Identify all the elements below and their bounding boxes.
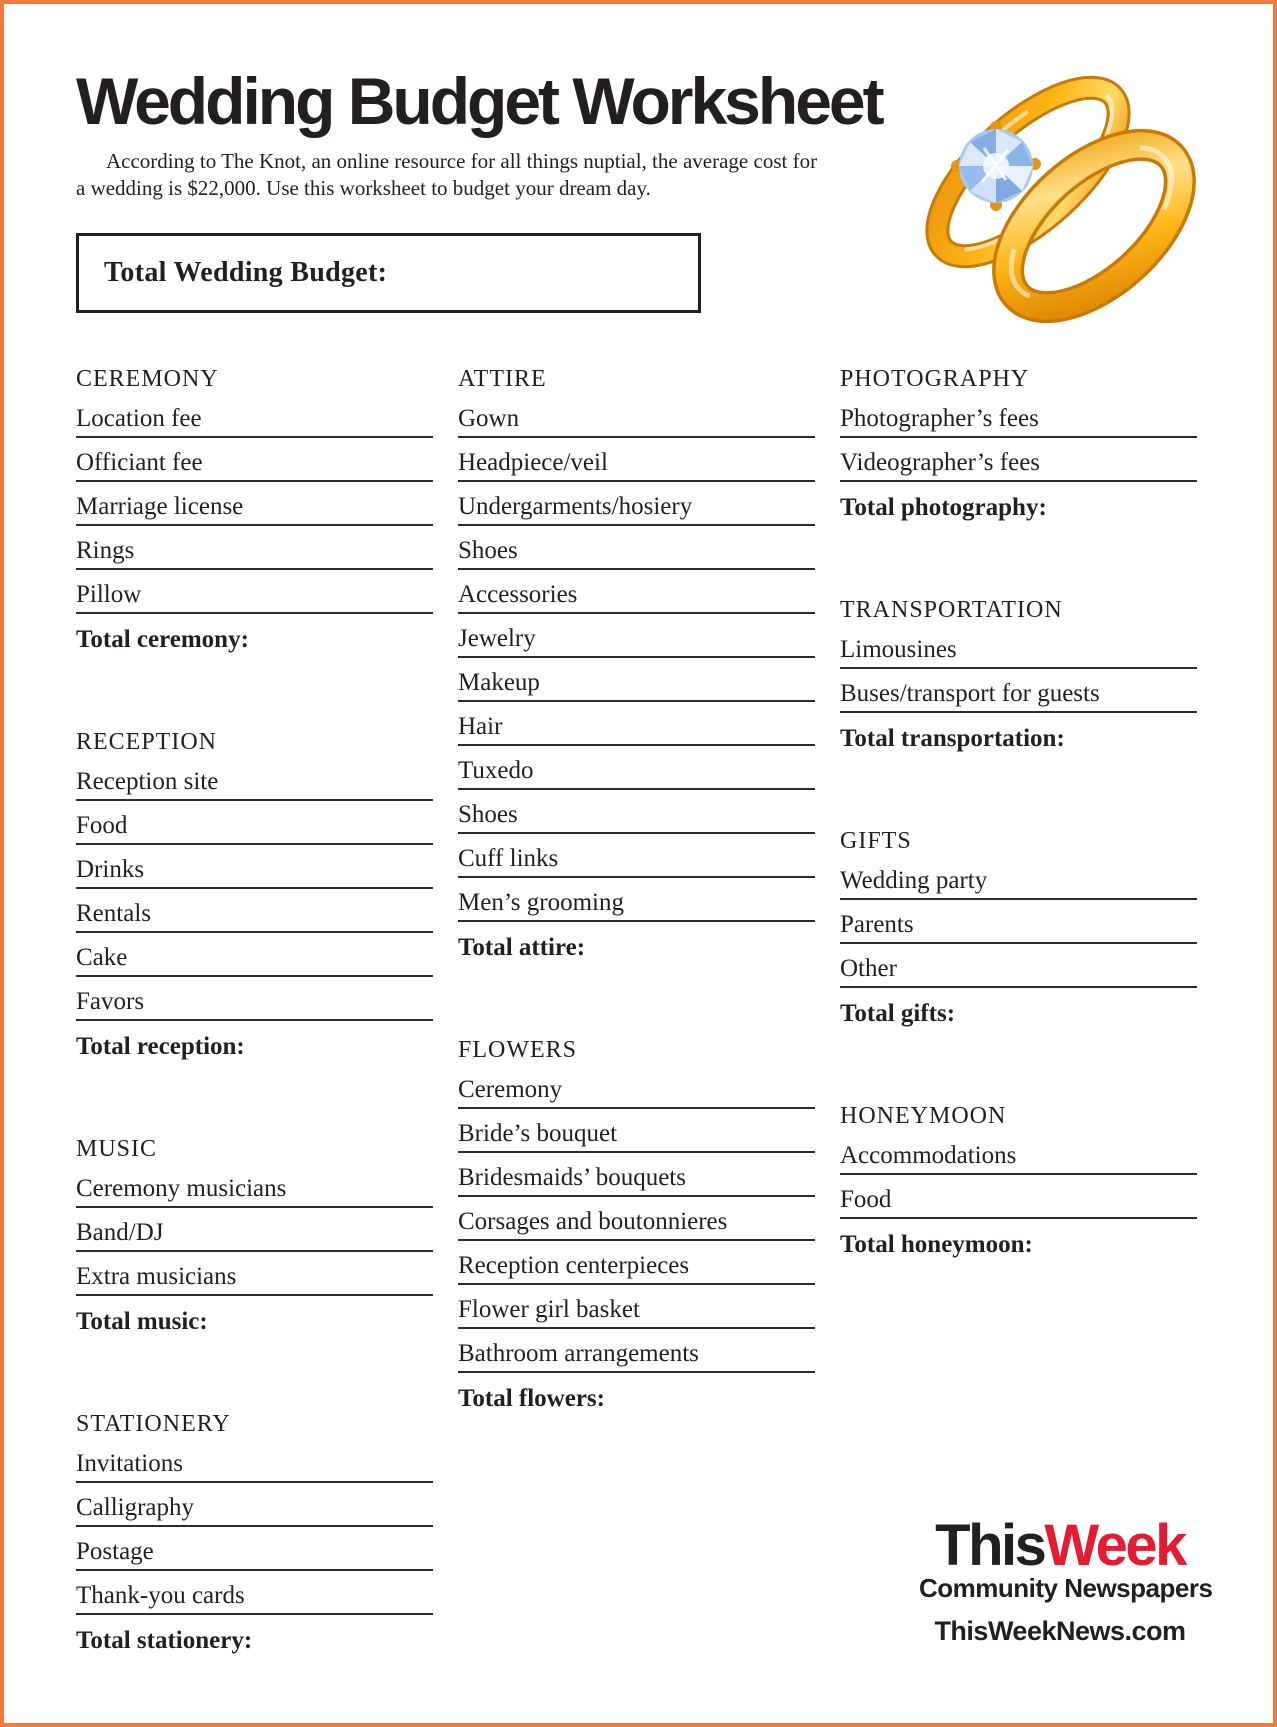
budget-line-item <box>840 625 1197 669</box>
budget-item-label: Ceremony musicians <box>76 1175 287 1202</box>
budget-line-item <box>76 438 433 482</box>
budget-item-label: Corsages and boutonnieres <box>458 1208 728 1235</box>
budget-line-item <box>76 757 433 801</box>
budget-item-label: Bathroom arrangements <box>458 1340 699 1367</box>
budget-line-item <box>840 394 1197 438</box>
section-total-label: Total attire: <box>458 934 586 961</box>
budget-item-label: Limousines <box>840 636 957 663</box>
budget-line-item <box>76 1208 433 1252</box>
section-total-label: Total reception: <box>76 1033 245 1060</box>
budget-line-item <box>76 570 433 614</box>
section-header: CEREMONY <box>76 366 219 392</box>
budget-line-item <box>76 845 433 889</box>
budget-item-label: Rings <box>76 537 135 564</box>
budget-section-honeymoon <box>840 1102 1197 1259</box>
budget-section-transportation <box>840 596 1197 753</box>
budget-line-item <box>458 1285 815 1329</box>
budget-item-label: Videographer’s fees <box>840 449 1041 476</box>
budget-section-music <box>76 1135 433 1336</box>
budget-line-item <box>458 1241 815 1285</box>
budget-item-label: Men’s grooming <box>458 889 624 916</box>
section-total-label: Total photography: <box>840 494 1047 521</box>
total-wedding-budget-label: Total Wedding Budget: <box>104 257 388 288</box>
budget-item-label: Shoes <box>458 801 518 828</box>
section-header: STATIONERY <box>76 1411 231 1437</box>
section-header: HONEYMOON <box>840 1103 1007 1129</box>
budget-item-label: Photographer’s fees <box>840 405 1039 432</box>
budget-line-item <box>840 900 1197 944</box>
budget-item-label: Food <box>76 812 128 839</box>
wedding-rings-icon <box>856 44 1201 324</box>
budget-line-item <box>76 801 433 845</box>
budget-item-label: Undergarments/hosiery <box>458 493 693 520</box>
budget-line-item <box>458 1109 815 1153</box>
logo-this-text: This <box>935 1513 1045 1578</box>
budget-line-item <box>458 1065 815 1109</box>
logo-website: ThisWeekNews.com <box>934 1616 1186 1646</box>
budget-line-item <box>458 746 815 790</box>
budget-line-item <box>458 570 815 614</box>
budget-item-label: Shoes <box>458 537 518 564</box>
budget-item-label: Reception centerpieces <box>458 1252 690 1279</box>
diamond-icon <box>959 129 1033 203</box>
budget-line-item <box>76 1483 433 1527</box>
budget-item-label: Other <box>840 955 897 982</box>
budget-line-item <box>76 1571 433 1615</box>
section-header: MUSIC <box>76 1136 158 1162</box>
section-total-label: Total ceremony: <box>76 626 249 653</box>
budget-item-label: Drinks <box>76 856 145 883</box>
budget-section-flowers <box>458 1036 815 1413</box>
budget-line-item <box>840 669 1197 713</box>
section-total-label: Total transportation: <box>840 725 1065 752</box>
budget-line-item <box>458 790 815 834</box>
budget-item-label: Ceremony <box>458 1076 563 1103</box>
budget-section-gifts <box>840 827 1197 1028</box>
intro-text: According to The Knot, an online resource for all things nuptial, the average cost for a wedding is $22,000. Use this worksheet to budget your dream day. <box>76 149 818 200</box>
budget-line-item <box>458 702 815 746</box>
budget-line-item <box>458 614 815 658</box>
budget-line-item <box>458 1329 815 1373</box>
budget-item-label: Extra musicians <box>76 1263 237 1290</box>
section-header: ATTIRE <box>458 366 547 392</box>
budget-line-item <box>458 438 815 482</box>
budget-line-item <box>458 1153 815 1197</box>
budget-line-item <box>840 1175 1197 1219</box>
budget-line-item <box>76 1439 433 1483</box>
page-title: Wedding Budget Worksheet <box>76 64 882 138</box>
budget-line-item <box>458 394 815 438</box>
budget-item-label: Food <box>840 1186 892 1213</box>
budget-item-label: Thank-you cards <box>76 1582 245 1609</box>
budget-item-label: Accommodations <box>840 1142 1017 1169</box>
thisweek-logo <box>919 1513 1213 1646</box>
budget-section-reception <box>76 728 433 1061</box>
budget-item-label: Favors <box>76 988 145 1015</box>
section-header: FLOWERS <box>458 1037 578 1063</box>
budget-item-label: Jewelry <box>458 625 536 652</box>
budget-line-item <box>840 856 1197 900</box>
section-total-label: Total gifts: <box>840 1000 956 1027</box>
budget-item-label: Parents <box>840 911 914 938</box>
budget-item-label: Bridesmaids’ bouquets <box>458 1164 686 1191</box>
budget-item-label: Invitations <box>76 1450 183 1477</box>
budget-line-item <box>458 878 815 922</box>
budget-line-item <box>458 834 815 878</box>
budget-line-item <box>76 1527 433 1571</box>
budget-item-label: Accessories <box>458 581 578 608</box>
budget-item-label: Postage <box>76 1538 154 1565</box>
budget-item-label: Reception site <box>76 768 219 795</box>
section-total-label: Total music: <box>76 1308 208 1335</box>
budget-line-item <box>76 526 433 570</box>
budget-line-item <box>840 944 1197 988</box>
budget-column-1 <box>76 365 433 1727</box>
budget-item-label: Gown <box>458 405 520 432</box>
budget-item-label: Makeup <box>458 669 540 696</box>
budget-item-label: Rentals <box>76 900 151 927</box>
budget-line-item <box>840 438 1197 482</box>
section-header: PHOTOGRAPHY <box>840 366 1030 392</box>
budget-line-item <box>458 526 815 570</box>
budget-column-2 <box>458 365 815 1727</box>
budget-item-label: Hair <box>458 713 503 740</box>
budget-line-item <box>840 1131 1197 1175</box>
budget-line-item <box>76 933 433 977</box>
budget-item-label: Marriage license <box>76 493 244 520</box>
budget-item-label: Tuxedo <box>458 757 534 784</box>
budget-section-attire <box>458 365 815 962</box>
budget-item-label: Bride’s bouquet <box>458 1120 618 1147</box>
budget-item-label: Location fee <box>76 405 202 432</box>
thisweek-wordmark <box>919 1513 1201 1578</box>
budget-line-item <box>76 977 433 1021</box>
budget-line-item <box>76 1252 433 1296</box>
section-header: GIFTS <box>840 828 912 854</box>
budget-line-item <box>458 658 815 702</box>
budget-line-item <box>76 394 433 438</box>
budget-line-item <box>458 1197 815 1241</box>
budget-section-photography <box>840 365 1197 522</box>
budget-item-label: Cake <box>76 944 128 971</box>
budget-item-label: Pillow <box>76 581 142 608</box>
section-header: TRANSPORTATION <box>840 597 1063 623</box>
budget-item-label: Wedding party <box>840 867 988 894</box>
budget-line-item <box>76 889 433 933</box>
budget-section-stationery <box>76 1410 433 1655</box>
section-total-label: Total flowers: <box>458 1385 605 1412</box>
budget-item-label: Officiant fee <box>76 449 203 476</box>
budget-line-item <box>76 482 433 526</box>
total-wedding-budget-box <box>76 233 701 313</box>
budget-item-label: Calligraphy <box>76 1494 195 1521</box>
logo-tagline: Community Newspapers <box>919 1573 1213 1603</box>
budget-line-item <box>458 482 815 526</box>
budget-item-label: Buses/transport for guests <box>840 680 1100 707</box>
budget-item-label: Headpiece/veil <box>458 449 608 476</box>
logo-week-text: Week <box>1044 1513 1185 1578</box>
budget-section-ceremony <box>76 365 433 654</box>
section-header: RECEPTION <box>76 729 217 755</box>
section-total-label: Total honeymoon: <box>840 1231 1033 1258</box>
budget-item-label: Band/DJ <box>76 1219 164 1246</box>
section-total-label: Total stationery: <box>76 1627 253 1654</box>
budget-line-item <box>76 1164 433 1208</box>
wedding-rings-graphic <box>856 44 1201 324</box>
budget-item-label: Cuff links <box>458 845 559 872</box>
budget-item-label: Flower girl basket <box>458 1296 640 1323</box>
